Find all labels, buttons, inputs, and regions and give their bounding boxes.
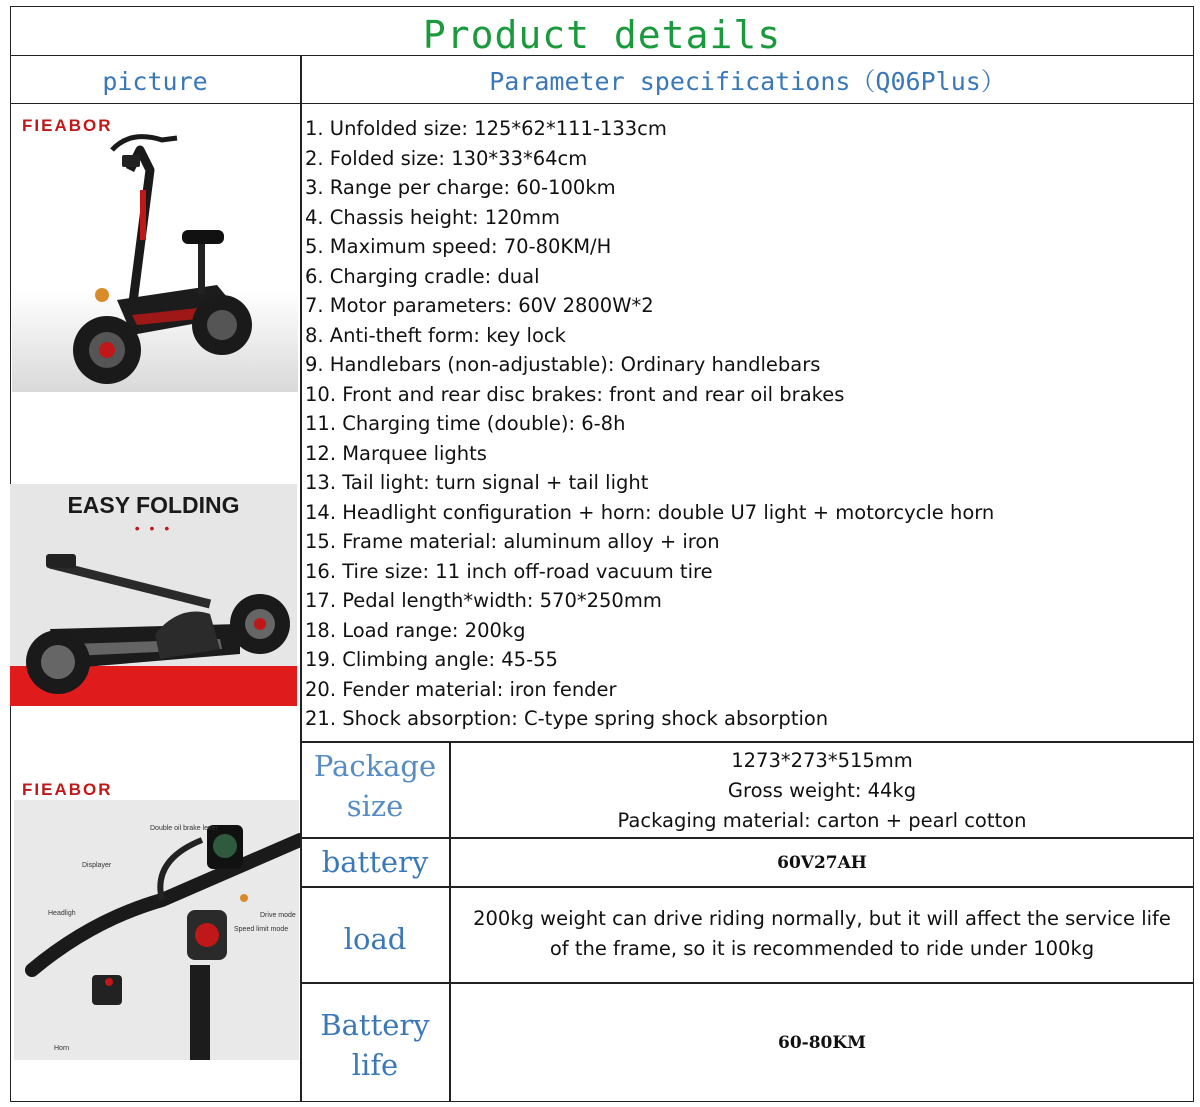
spec-item: 18. Load range: 200kg bbox=[305, 618, 526, 642]
callout-brake-lever: Double oil brake lever bbox=[150, 825, 218, 832]
package-size-label: Package size bbox=[313, 749, 437, 823]
callout-speed-limit: Speed limit mode bbox=[234, 926, 289, 933]
spec-item: 12. Marquee lights bbox=[305, 441, 487, 465]
spec-list bbox=[305, 114, 1185, 734]
picture-column-header: picture bbox=[10, 56, 301, 104]
spec-item: 14. Headlight configuration + horn: double U7 light + motorcycle horn bbox=[305, 500, 995, 524]
spec-item: 21. Shock absorption: C-type spring shock absorption bbox=[305, 707, 829, 730]
page-title: Product details bbox=[422, 13, 782, 57]
load-label: load bbox=[343, 922, 407, 956]
row-divider bbox=[301, 886, 1194, 888]
spec-item: 7. Motor parameters: 60V 2800W*2 bbox=[305, 294, 654, 317]
row-divider bbox=[301, 741, 1194, 743]
spec-item: 11. Charging time (double): 6-8h bbox=[305, 412, 626, 435]
battery-value: 60V27AH bbox=[777, 853, 867, 873]
spec-item: 3. Range per charge: 60-100km bbox=[305, 176, 616, 199]
easy-folding-caption: EASY FOLDING bbox=[67, 492, 240, 518]
easy-folding-photo bbox=[10, 484, 297, 706]
callout-displayer: Displayer bbox=[82, 862, 112, 869]
spec-item: 1. Unfolded size: 125*62*111-133cm bbox=[305, 117, 667, 140]
battery-life-label: Battery life bbox=[320, 1008, 430, 1082]
brand-logo: FIEABOR bbox=[22, 116, 113, 135]
spec-item: 5. Maximum speed: 70-80KM/H bbox=[305, 235, 612, 258]
row-divider bbox=[301, 982, 1194, 984]
spec-item: 16. Tire size: 11 inch off-road vacuum tire bbox=[305, 559, 713, 583]
spec-item: 4. Chassis height: 120mm bbox=[305, 205, 560, 229]
battery-life-value: 60-80KM bbox=[778, 1033, 866, 1053]
battery-label: battery bbox=[321, 845, 429, 879]
spec-item: 6. Charging cradle: dual bbox=[305, 264, 540, 288]
callout-headlight: Headligh bbox=[48, 910, 76, 917]
handlebar-detail-photo bbox=[12, 770, 300, 1062]
spec-item: 13. Tail light: turn signal + tail light bbox=[305, 471, 649, 494]
parameter-column-header: Parameter specifications（Q06Plus） bbox=[301, 56, 1194, 104]
spec-item: 2. Folded size: 130*33*64cm bbox=[305, 146, 588, 170]
spec-item: 9. Handlebars (non-adjustable): Ordinary handlebars bbox=[305, 353, 821, 376]
caption-dots: • • • bbox=[134, 520, 173, 536]
callout-drive-mode: Drive mode bbox=[260, 912, 296, 919]
folded-scooter-illustration bbox=[10, 484, 297, 706]
spec-item: 20. Fender material: iron fender bbox=[305, 677, 617, 701]
brand-logo-2: FIEABOR bbox=[22, 780, 113, 799]
spec-item: 17. Pedal length*width: 570*250mm bbox=[305, 589, 662, 612]
scooter-unfolded-photo bbox=[12, 110, 298, 392]
spec-item: 8. Anti-theft form: key lock bbox=[305, 323, 566, 347]
package-size-value: 1273*273*515mm Gross weight: 44kg Packaging material: carton + pearl cotton bbox=[617, 749, 1027, 832]
spec-item: 10. Front and rear disc brakes: front and rear oil brakes bbox=[305, 382, 845, 406]
load-value: 200kg weight can drive riding normally, but it will affect the service life of the frame, so it is recommended to ride under 100kg bbox=[473, 907, 1171, 960]
title-row bbox=[10, 6, 1194, 56]
callout-horn: Horn bbox=[54, 1045, 70, 1052]
spec-item: 15. Frame material: aluminum alloy + iron bbox=[305, 530, 720, 553]
scooter-illustration bbox=[12, 110, 298, 392]
spec-item: 19. Climbing angle: 45-55 bbox=[305, 648, 558, 671]
row-divider bbox=[301, 837, 1194, 839]
